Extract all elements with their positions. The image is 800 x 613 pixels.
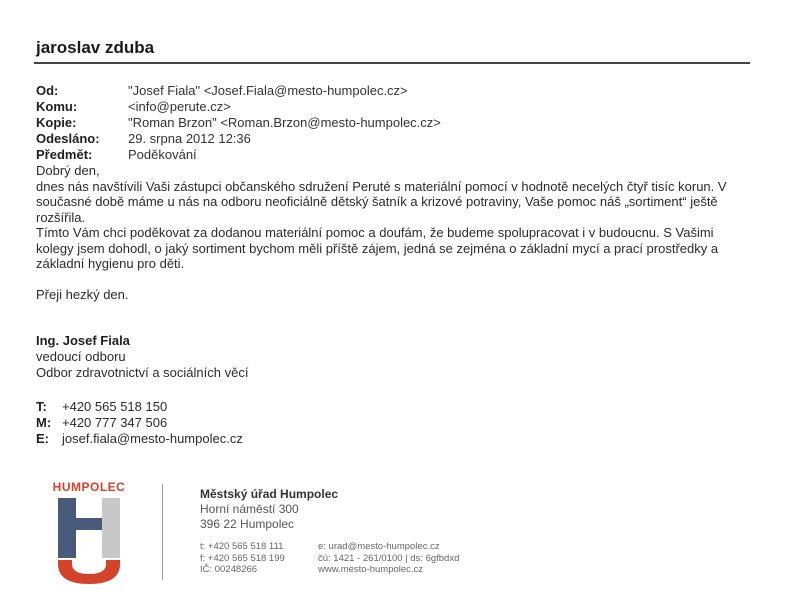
contact-label: T: xyxy=(36,399,47,414)
signature-department: Odbor zdravotnictví a sociálních věcí xyxy=(36,365,249,380)
header-label: Odesláno: xyxy=(36,131,100,146)
contact-label: M: xyxy=(36,415,52,430)
header-label: Kopie: xyxy=(36,115,77,130)
signature-position: vedoucí odboru xyxy=(36,349,126,364)
body-paragraph: Tímto Vám chci poděkovat za dodanou materiální pomoc a doufám, že budeme spolupracovat i v budoucnu. S Vašimi kolegy jsem dohodl, o jaký sortiment bychom měli příště zájem, jedná se zejména o základní mycí a prací prostředky a základní hygienu pro děti. xyxy=(36,225,719,271)
phone-number[interactable]: +420 565 518 150 xyxy=(62,399,168,414)
sent-date: 29. srpna 2012 12:36 xyxy=(128,131,251,146)
footer-divider xyxy=(162,484,163,580)
header-label: Komu: xyxy=(36,99,78,114)
email-body xyxy=(36,163,736,302)
contact-phone xyxy=(36,399,243,415)
header-sent xyxy=(36,131,441,147)
header-cc xyxy=(36,115,441,131)
subject: Poděkování xyxy=(128,147,197,162)
signature-block xyxy=(36,333,248,381)
email-headers xyxy=(36,83,441,163)
org-street: Horní náměstí 300 xyxy=(200,502,299,516)
contact-mobile xyxy=(36,415,243,431)
body-paragraph: dnes nás navštívili Vaši zástupci občanského sdružení Peruté s materiální pomocí v hodnotě necelých čtyř tisíc korun. V současné době máme u nás na odboru neoficiálně dětský šatník a krizové potraviny, Vaše pomoc náš „sortiment“ ještě rozšířila. xyxy=(36,178,727,225)
sender-address[interactable]: "Josef Fiala" <Josef.Fiala@mesto-humpolec.cz> xyxy=(128,83,408,98)
email-link[interactable]: josef.fiala@mesto-humpolec.cz xyxy=(62,431,243,446)
signature-name: Ing. Josef Fiala xyxy=(36,333,130,348)
org-address xyxy=(200,487,338,532)
org-fax: f: +420 565 518 199 xyxy=(200,552,285,564)
mailbox-owner-name: jaroslav zduba xyxy=(36,38,155,57)
header-subject xyxy=(36,147,441,163)
org-ic: IČ: 00248266 xyxy=(200,564,258,575)
humpolec-logo xyxy=(44,480,134,590)
contact-label: E: xyxy=(36,431,49,446)
logo-emblem-icon xyxy=(44,480,134,590)
logo-wordmark: HUMPOLEC xyxy=(52,480,126,494)
cc-address[interactable]: "Roman Brzon" <Roman.Brzon@mesto-humpolec.cz> xyxy=(128,115,441,130)
header-label: Od: xyxy=(36,83,59,98)
org-name: Městský úřad Humpolec xyxy=(200,487,339,501)
header-label: Předmět: xyxy=(36,147,93,162)
org-phone: t: +420 565 518 111 xyxy=(200,541,284,552)
contact-email xyxy=(36,431,243,447)
header-from xyxy=(36,83,441,99)
org-email[interactable]: e: urad@mesto-humpolec.cz xyxy=(318,541,440,552)
org-contact-details xyxy=(200,541,459,576)
mobile-number[interactable]: +420 777 347 506 xyxy=(62,415,168,430)
header-divider xyxy=(34,62,750,64)
recipient-address[interactable]: <info@perute.cz> xyxy=(128,99,231,114)
closing-line: Přeji hezký den. xyxy=(36,286,129,302)
greeting: Dobrý den, xyxy=(36,163,100,178)
org-city: 396 22 Humpolec xyxy=(200,517,295,531)
contact-block xyxy=(36,399,243,447)
org-account: čú: 1421 - 261/0100 | ds: 6gfbdxd xyxy=(318,552,460,564)
org-website[interactable]: www.mesto-humpolec.cz xyxy=(318,564,424,575)
header-to xyxy=(36,99,441,115)
